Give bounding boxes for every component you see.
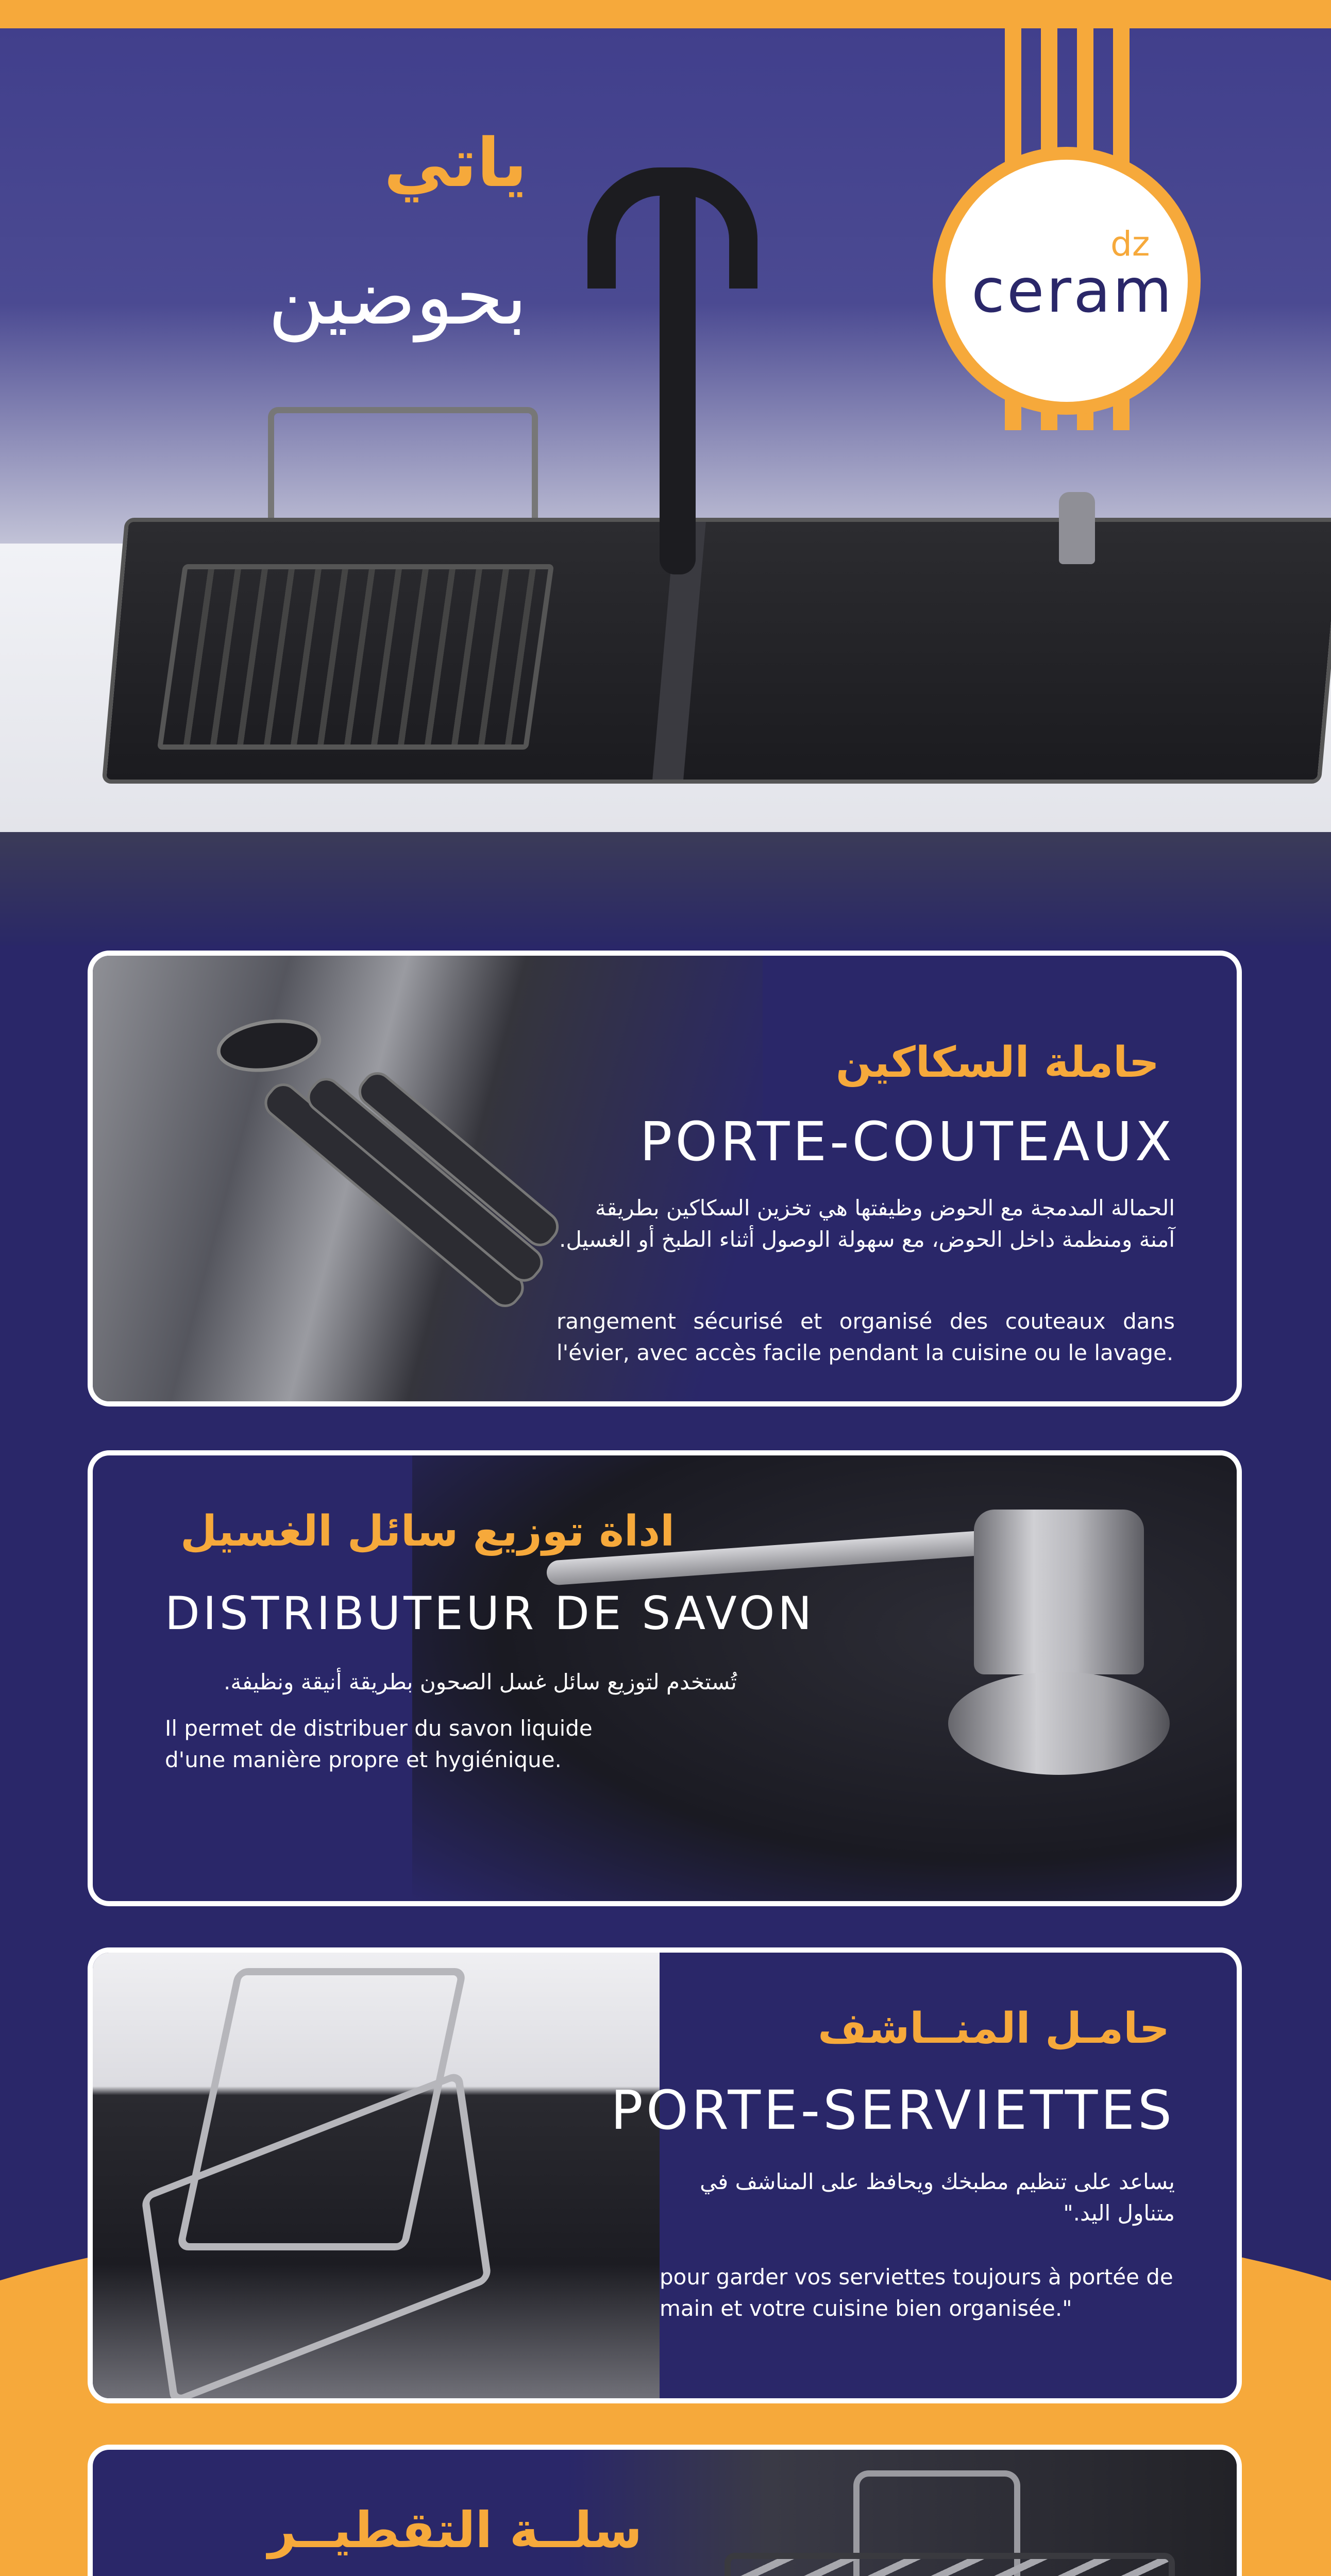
feature-card-knife-holder [88,951,1242,1406]
brand-logo [933,147,1201,415]
cabinet [0,832,1331,945]
feature-title-ar: سلــة التقطيــر [268,2501,643,2559]
feature-desc-ar: تُستخدم لتوزيع سائل غسل الصحون بطريقة أنيقة ونظيفة. [224,1669,737,1694]
feature-title-ar: اداة توزيع سائل الغسيل [180,1507,675,1556]
feature-card-towel-holder [88,1947,1242,2403]
hero-title-white: بحوضين [268,252,527,342]
feature-title-ar: حامـل المنــاشف [818,2004,1170,2053]
feature-title-ar: حاملة السكاكين [835,1038,1159,1087]
faucet-image [660,183,696,574]
logo-suffix: dz [1110,224,1150,264]
feature-title-fr: PORTE-SERVIETTES [611,2079,1175,2142]
feature-desc-fr: pour garder vos serviettes toujours à portée de main et votre cuisine bien organisée." [660,2264,1173,2321]
top-accent-strip [0,0,1331,28]
towel-holder-image [93,1953,660,2398]
drain-basket-image [157,564,554,750]
hero-title-orange: ياتي [384,124,527,202]
logo-wordmark: ceram [971,255,1174,326]
feature-title-fr: DISTRIBUTEUR DE SAVON [165,1587,815,1640]
feature-desc-ar: يساعد على تنظيم مطبخك ويحافظ على المناشف في متناول اليد." [700,2169,1175,2226]
feature-card-soap-dispenser [88,1450,1242,1906]
feature-title-fr: PORTE-COUTEAUX [639,1110,1175,1173]
feature-desc-fr: Il permet de distribuer du savon liquide d'une manière propre et hygiénique. [165,1716,593,1772]
feature-card-drain-basket [88,2445,1242,2576]
feature-desc-fr: rangement sécurisé et organisé des couteaux dans l'évier, avec accès facile pendant la cuisine ou le lavage. [557,1309,1175,1365]
feature-desc-ar: الحمالة المدمجة مع الحوض وظيفتها هي تخزين السكاكين بطريقة آمنة ومنظمة داخل الحوض، مع سهولة الوصول أثناء الطبخ أو الغسيل. [559,1195,1175,1252]
soap-pump-image [1059,492,1095,564]
drain-basket-image [567,2450,1237,2576]
